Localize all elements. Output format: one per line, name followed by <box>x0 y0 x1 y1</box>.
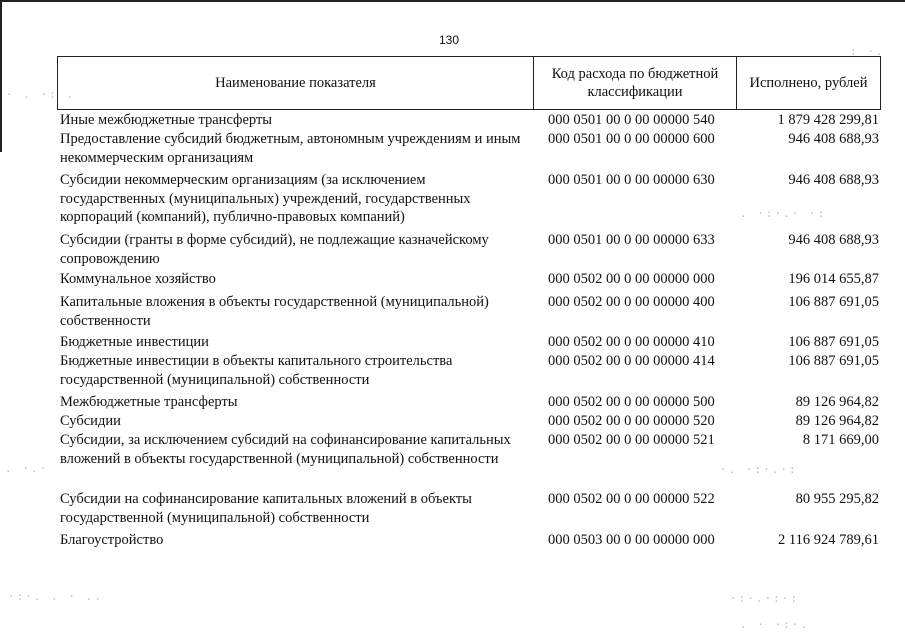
scan-noise: . · ·:·. <box>740 618 809 631</box>
row-name: Предоставление субсидий бюджетным, автономным учреждениям и иным некоммерческим организациям <box>60 131 521 166</box>
header-budget-code: Код расхода по бюджетной классификации <box>534 57 737 109</box>
header-executed: Исполнено, рублей <box>749 75 868 91</box>
row-amount: 1 879 428 299,81 <box>777 112 879 128</box>
row-name: Субсидии на софинансирование капитальных вложений в объекты государственной (муниципальной) собственности <box>60 491 472 526</box>
row-name: Межбюджетные трансферты <box>60 394 238 410</box>
row-code: 000 0502 00 0 00 00000 520 <box>548 413 715 429</box>
header-indicator-name: Наименование показателя <box>58 57 534 109</box>
row-amount: 946 408 688,93 <box>788 232 879 248</box>
row-code: 000 0503 00 0 00 00000 000 <box>548 532 715 548</box>
row-code: 000 0502 00 0 00 00000 000 <box>548 271 715 287</box>
row-code: 000 0502 00 0 00 00000 414 <box>548 353 715 369</box>
scan-noise: ·:·.·:·: <box>730 592 799 605</box>
row-amount: 2 116 924 789,61 <box>778 532 879 548</box>
scan-noise: . ·.· <box>5 462 49 475</box>
row-amount: 946 408 688,93 <box>788 172 879 188</box>
row-code: 000 0502 00 0 00 00000 400 <box>548 294 715 310</box>
row-code: 000 0502 00 0 00 00000 410 <box>548 334 715 350</box>
row-amount: 106 887 691,05 <box>788 334 879 350</box>
row-name: Субсидии, за исключением субсидий на софинансирование капитальных вложений в объекты государственной (муниципальной) собственности <box>60 432 511 467</box>
row-code: 000 0501 00 0 00 00000 600 <box>548 131 715 147</box>
scan-border-left <box>0 0 2 152</box>
page-number: 130 <box>439 33 460 47</box>
scan-noise: ·. ·:·.·: <box>720 463 798 476</box>
row-code: 000 0501 00 0 00 00000 540 <box>548 112 715 128</box>
scan-noise: · . ·: . <box>6 88 75 101</box>
row-amount: 89 126 964,82 <box>795 394 879 410</box>
row-code: 000 0501 00 0 00 00000 633 <box>548 232 715 248</box>
row-code: 000 0502 00 0 00 00000 521 <box>548 432 715 448</box>
row-name: Коммунальное хозяйство <box>60 271 216 287</box>
row-code: 000 0502 00 0 00 00000 500 <box>548 394 715 410</box>
row-amount: 89 126 964,82 <box>795 413 879 429</box>
row-name: Благоустройство <box>60 532 164 548</box>
row-name: Иные межбюджетные трансферты <box>60 112 273 128</box>
row-name: Бюджетные инвестиции в объекты капитального строительства государственной (муниципальной) собственности <box>60 353 453 388</box>
row-name: Капитальные вложения в объекты государственной (муниципальной) собственности <box>60 294 489 329</box>
row-code: 000 0502 00 0 00 00000 522 <box>548 491 715 507</box>
row-amount: 946 408 688,93 <box>788 131 879 147</box>
row-amount: 106 887 691,05 <box>788 294 879 310</box>
scan-noise: . ·:·.· ·: <box>740 207 827 220</box>
row-name: Бюджетные инвестиции <box>60 334 209 350</box>
row-amount: 80 955 295,82 <box>795 491 879 507</box>
row-amount: 106 887 691,05 <box>788 353 879 369</box>
row-amount: 8 171 669,00 <box>802 432 879 448</box>
row-amount: 196 014 655,87 <box>788 271 879 287</box>
row-name: Субсидии (гранты в форме субсидий), не подлежащие казначейскому сопровождению <box>60 232 489 267</box>
scan-border-top <box>0 0 905 2</box>
table-header <box>57 56 881 110</box>
row-name: Субсидии <box>60 413 121 429</box>
row-code: 000 0501 00 0 00 00000 630 <box>548 172 715 188</box>
row-name: Субсидии некоммерческим организациям (за исключением государственных (муниципальных) учреждений, государственных корпораций (компаний), публично-правовых компаний) <box>60 172 471 225</box>
scan-noise: ·:·. . · .. <box>8 590 103 603</box>
scan-noise: : ·. <box>850 45 885 58</box>
